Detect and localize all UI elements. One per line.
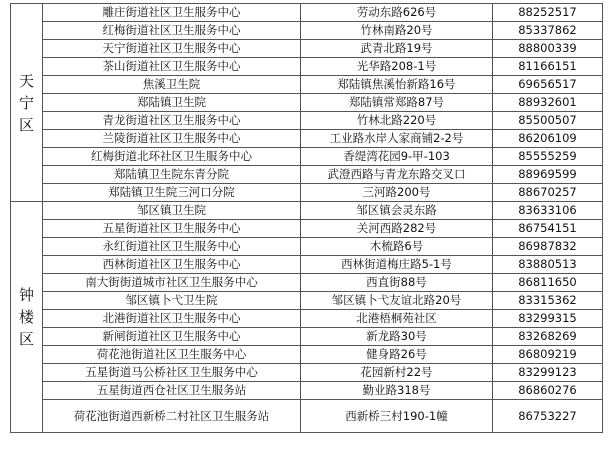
table-row xyxy=(11,382,603,400)
table-row xyxy=(11,76,603,94)
institution-name-cell: 兰陵街道社区卫生服务中心 xyxy=(43,130,301,148)
phone-cell: 86811650 xyxy=(493,274,603,292)
address-cell: 郑陆镇焦溪怡新路16号 xyxy=(301,76,493,94)
phone-cell: 83633106 xyxy=(493,202,603,220)
table-row xyxy=(11,4,603,22)
address-cell: 西林街道梅庄路5-1号 xyxy=(301,256,493,274)
district-name-char: 宁 xyxy=(18,93,34,112)
district-name-char: 区 xyxy=(18,115,34,134)
phone-cell: 86754151 xyxy=(493,220,603,238)
district-name-char: 钟 xyxy=(18,286,34,304)
institution-name-cell: 西林街道社区卫生服务中心 xyxy=(43,256,301,274)
institution-name-cell: 北港街道社区卫生服务中心 xyxy=(43,310,301,328)
phone-cell: 81166151 xyxy=(493,58,603,76)
table-row xyxy=(11,166,603,184)
phone-cell: 86753227 xyxy=(493,400,603,433)
institution-name-cell: 郑陆镇卫生院 xyxy=(43,94,301,112)
table-row xyxy=(11,112,603,130)
table-row xyxy=(11,130,603,148)
phone-cell: 86860276 xyxy=(493,382,603,400)
institution-name-cell: 荷花池街道社区卫生服务中心 xyxy=(43,346,301,364)
address-cell: 北港梧桐苑社区 xyxy=(301,310,493,328)
phone-cell: 83268269 xyxy=(493,328,603,346)
institution-name-cell: 南大街街道城市社区卫生服务中心 xyxy=(43,274,301,292)
phone-cell: 88252517 xyxy=(493,4,603,22)
district-name-char: 天 xyxy=(18,71,34,90)
phone-cell: 86206109 xyxy=(493,130,603,148)
phone-cell: 83299123 xyxy=(493,364,603,382)
address-cell: 勤业路318号 xyxy=(301,382,493,400)
table-row xyxy=(11,202,603,220)
institution-name-cell: 五星街道社区卫生服务中心 xyxy=(43,220,301,238)
directory-body xyxy=(11,4,603,433)
table-row xyxy=(11,328,603,346)
address-cell: 工业路水岸人家商铺2-2号 xyxy=(301,130,493,148)
district-name xyxy=(11,4,43,202)
address-cell: 邹区镇卜弋友谊北路20号 xyxy=(301,292,493,310)
table-row xyxy=(11,184,603,202)
phone-cell: 69656517 xyxy=(493,76,603,94)
phone-cell: 85337862 xyxy=(493,22,603,40)
address-cell: 健身路26号 xyxy=(301,346,493,364)
institution-name-cell: 荷花池街道西新桥二村社区卫生服务站 xyxy=(43,400,301,433)
table-row xyxy=(11,238,603,256)
address-cell: 木梳路6号 xyxy=(301,238,493,256)
address-cell: 关河西路282号 xyxy=(301,220,493,238)
table-row xyxy=(11,94,603,112)
health-center-directory-table xyxy=(10,3,603,433)
table-row xyxy=(11,40,603,58)
district-name-char: 楼 xyxy=(18,308,34,326)
institution-name-cell: 雕庄街道社区卫生服务中心 xyxy=(43,4,301,22)
address-cell: 香缇湾花园9-甲-103 xyxy=(301,148,493,166)
table-row xyxy=(11,364,603,382)
table-row xyxy=(11,292,603,310)
table-row xyxy=(11,274,603,292)
address-cell: 三河路200号 xyxy=(301,184,493,202)
table-row xyxy=(11,58,603,76)
address-cell: 劳动东路626号 xyxy=(301,4,493,22)
address-cell: 邹区镇会灵东路 xyxy=(301,202,493,220)
institution-name-cell: 郑陆镇卫生院三河口分院 xyxy=(43,184,301,202)
institution-name-cell: 焦溪卫生院 xyxy=(43,76,301,94)
institution-name-cell: 邹区镇卜弋卫生院 xyxy=(43,292,301,310)
institution-name-cell: 五星街道西仓社区卫生服务站 xyxy=(43,382,301,400)
phone-cell: 88969599 xyxy=(493,166,603,184)
phone-cell: 83315362 xyxy=(493,292,603,310)
table-row xyxy=(11,400,603,433)
address-cell: 光华路208-1号 xyxy=(301,58,493,76)
phone-cell: 86987832 xyxy=(493,238,603,256)
phone-cell: 88932601 xyxy=(493,94,603,112)
institution-name-cell: 青龙街道社区卫生服务中心 xyxy=(43,112,301,130)
institution-name-cell: 红梅街道北环社区卫生服务中心 xyxy=(43,148,301,166)
table-row xyxy=(11,220,603,238)
phone-cell: 86809219 xyxy=(493,346,603,364)
address-cell: 竹林南路20号 xyxy=(301,22,493,40)
table-row xyxy=(11,22,603,40)
phone-cell: 83299315 xyxy=(493,310,603,328)
district-name-char: 区 xyxy=(18,330,34,348)
institution-name-cell: 永红街道社区卫生服务中心 xyxy=(43,238,301,256)
table-row xyxy=(11,346,603,364)
address-cell: 花园新村22号 xyxy=(301,364,493,382)
phone-cell: 83880513 xyxy=(493,256,603,274)
phone-cell: 88670257 xyxy=(493,184,603,202)
table-row xyxy=(11,310,603,328)
address-cell: 竹林北路220号 xyxy=(301,112,493,130)
phone-cell: 88800339 xyxy=(493,40,603,58)
phone-cell: 85500507 xyxy=(493,112,603,130)
institution-name-cell: 新闸街道社区卫生服务中心 xyxy=(43,328,301,346)
address-cell: 西直街88号 xyxy=(301,274,493,292)
phone-cell: 85555259 xyxy=(493,148,603,166)
address-cell: 新龙路30号 xyxy=(301,328,493,346)
table-row xyxy=(11,256,603,274)
address-cell: 西新桥三村190-1幢 xyxy=(301,400,493,433)
address-cell: 郑陆镇常郑路87号 xyxy=(301,94,493,112)
address-cell: 武青北路19号 xyxy=(301,40,493,58)
institution-name-cell: 茶山街道社区卫生服务中心 xyxy=(43,58,301,76)
table-row xyxy=(11,148,603,166)
district-name xyxy=(11,202,43,433)
institution-name-cell: 天宁街道社区卫生服务中心 xyxy=(43,40,301,58)
institution-name-cell: 郑陆镇卫生院东青分院 xyxy=(43,166,301,184)
institution-name-cell: 红梅街道社区卫生服务中心 xyxy=(43,22,301,40)
address-cell: 武澄西路与青龙东路交叉口 xyxy=(301,166,493,184)
institution-name-cell: 五星街道马公桥社区卫生服务中心 xyxy=(43,364,301,382)
institution-name-cell: 邹区镇卫生院 xyxy=(43,202,301,220)
